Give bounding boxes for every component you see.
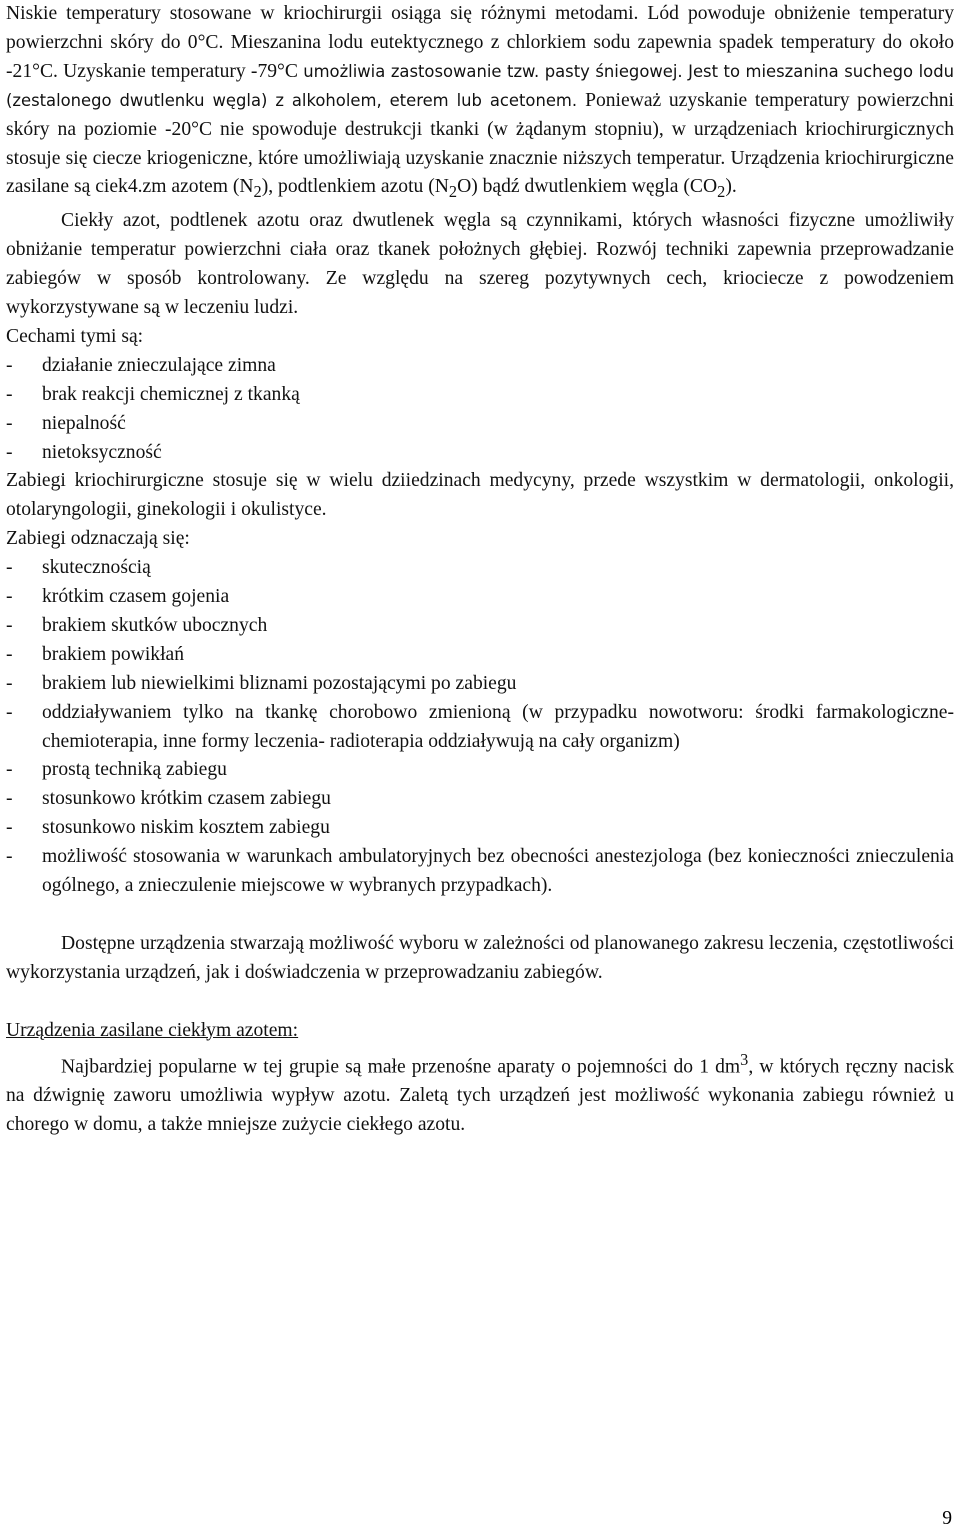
paragraph-nitrogen-devices <box>6 1046 954 1140</box>
paragraph-temperature-methods <box>6 0 954 207</box>
list-item: - działanie znieczulające zimna <box>6 352 954 381</box>
list-item: - stosunkowo niskim kosztem zabiegu <box>6 814 954 843</box>
list-item: - możliwość stosowania w warunkach ambulatoryjnych bez obecności anestezjologa (bez konieczności znieczulenia ogólnego, a znieczulenie miejscowe w wybranych przypadkach). <box>6 843 954 901</box>
spacer <box>6 988 954 1017</box>
benefits-intro: Zabiegi odznaczają się: <box>6 528 190 550</box>
paragraph1-text-b: Ponieważ uzyskanie temperatury powierzchni skóry na poziomie -20°C nie spowoduje destrukcji tkanki (w żądanym stopniu), w urządzeniach kriochirurgicznych stosuje się ciecze kriogeniczne, które umożliwiają uzyskanie znacznie niższych temperatur. Urządzenia kriochirurgiczne zasilane są ciek4.zm azotem (N <box>6 89 954 198</box>
section-heading <box>6 1017 954 1046</box>
benefits-list <box>6 554 954 901</box>
subscript-n2o: 2 <box>448 182 458 202</box>
paragraph1-text-d: O) bądź dwutlenkiem węgla (CO <box>457 176 718 198</box>
paragraph1-sans-a: umożliwia zastosowanie tzw. pasty śniegowej. <box>303 61 689 81</box>
list-item: - brakiem skutków ubocznych <box>6 612 954 641</box>
paragraph-devices: Dostępne urządzenia stwarzają możliwość wyboru w zależności od planowanego zakresu leczenia, częstotliwości wykorzystania urządzeń, jak i doświadczenia w przeprowadzaniu zabiegów. <box>6 932 954 983</box>
paragraph1-text-e: ). <box>725 176 737 198</box>
subscript-n2: 2 <box>253 182 262 202</box>
list-item: - brakiem powikłań <box>6 641 954 670</box>
list-item: - nietoksyczność <box>6 439 954 468</box>
paragraph1-text-c: ), podtlenkiem azotu (N <box>261 176 449 198</box>
list-item: - stosunkowo krótkim czasem zabiegu <box>6 785 954 814</box>
paragraph-applications: Zabiegi kriochirurgiczne stosuje się w wielu dziiedzinach medycyny, przede wszystkim w dermatologii, onkologii, otolaryngologii, ginekologii i okulistyce. <box>6 470 954 521</box>
paragraph5-text-a: Najbardziej popularne w tej grupie są małe przenośne aparaty o pojemności do 1 dm <box>61 1056 741 1078</box>
paragraph1-sans-b: Jest to mieszanina suchego lodu (zestalonego dwutlenku węgla) z alkoholem, eterem lub acetonem. <box>6 61 954 110</box>
superscript-3: 3 <box>740 1049 749 1069</box>
list-item: - prostą techniką zabiegu <box>6 756 954 785</box>
list-item: - krótkim czasem gojenia <box>6 583 954 612</box>
paragraph1-text-a: Niskie temperatury stosowane w kriochirurgii osiąga się różnymi metodami. Lód powoduje obniżenie temperatury powierzchni skóry do 0°C. Mieszanina lodu eutektycznego z chlorkiem sodu zapewnia spadek temperatury do około -21°C. Uzyskanie temperatury -79°C <box>6 3 954 82</box>
features-list <box>6 352 954 468</box>
section-heading-text: Urządzenia zasilane ciekłym azotem: <box>6 1019 299 1041</box>
subscript-co2: 2 <box>717 182 726 202</box>
features-intro: Cechami tymi są: <box>6 325 144 347</box>
list-item: - oddziaływaniem tylko na tkankę chorobowo zmienioną (w przypadku nowotworu: środki farmakologiczne- chemioterapia, inne formy leczenia- radioterapia oddziaływują na cały organizm) <box>6 699 954 757</box>
list-item: - niepalność <box>6 410 954 439</box>
spacer <box>6 901 954 930</box>
list-item: - brakiem lub niewielkimi bliznami pozostającymi po zabiegu <box>6 670 954 699</box>
page-number: 9 <box>942 1508 952 1529</box>
list-item: - skutecznością <box>6 554 954 583</box>
list-item: - brak reakcji chemicznej z tkanką <box>6 381 954 410</box>
paragraph5-text-b: , w których ręczny nacisk na dźwignię zaworu umożliwia wypływ azotu. Zaletą tych urządzeń jest możliwość wykonania zabiegu również u chorego w domu, a także mniejsze zużycie ciekłego azotu. <box>6 1056 954 1135</box>
document-page <box>6 0 954 1140</box>
paragraph-cryogens: Ciekły azot, podtlenek azotu oraz dwutlenek węgla są czynnikami, których własności fizyczne umożliwiły obniżanie temperatur powierzchni ciała oraz tkanek położnych głębiej. Rozwój techniki zapewnia przeprowadzanie zabiegów w sposób kontrolowany. Ze względu na szereg pozytywnych cech, kriociecze z powodzeniem wykorzystywane są w leczeniu ludzi. <box>6 210 954 318</box>
